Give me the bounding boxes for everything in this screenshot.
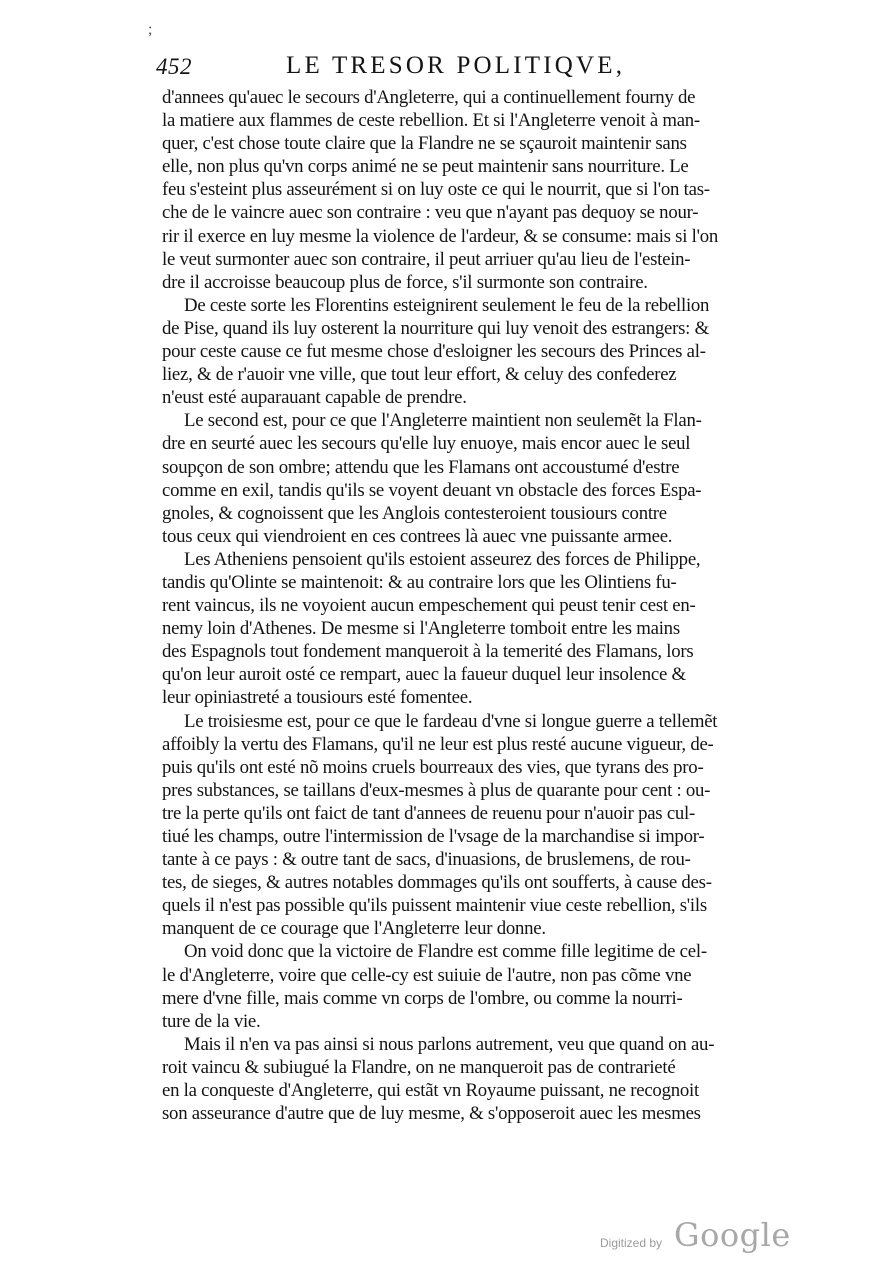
text-line: On void donc que la victoire de Flandre est comme fille legitime de cel-: [184, 941, 707, 963]
text-line: pour ceste cause ce fut mesme chose d'esloigner les secours des Princes al-: [162, 341, 706, 363]
text-line: Les Atheniens pensoient qu'ils estoient asseurez des forces de Philippe,: [184, 548, 701, 570]
text-line: des Espagnols tout fondement manqueroit à la temerité des Flamans, lors: [162, 641, 694, 663]
text-line: tous ceux qui viendroient en ces contrees là auec vne puissante armee.: [162, 525, 673, 547]
text-line: gnoles, & cognoissent que les Anglois contesteroient tousiours contre: [162, 502, 667, 524]
text-line: Le troisiesme est, pour ce que le fardeau d'vne si longue guerre a tellemẽt: [184, 710, 718, 732]
text-line: tandis qu'Olinte se maintenoit: & au contraire lors que les Olintiens fu-: [162, 571, 677, 593]
text-line: tiué les champs, outre l'intermission de l'vsage de la marchandise si impor-: [162, 826, 705, 847]
text-line: qu'on leur auroit osté ce rempart, auec la faueur duquel leur insolence &: [162, 664, 686, 686]
digitized-footer: [600, 1218, 800, 1262]
text-line: quer, c'est chose toute claire que la Flandre ne se sçauroit maintenir sans: [162, 133, 687, 155]
text-line: che de le vaincre auec son contraire : veu que n'ayant pas dequoy se nour-: [162, 202, 699, 224]
text-line: dre en seurté auec les secours qu'elle luy enuoye, mais encor auec le seul: [162, 433, 691, 455]
running-head: LE TRESOR POLITIQVE,: [286, 52, 626, 79]
body-text: [162, 86, 794, 1125]
text-line: soupçon de son ombre; attendu que les Flamans ont accoustumé d'estre: [162, 456, 680, 478]
text-line: Le second est, pour ce que l'Angleterre maintient non seulemẽt la Flan-: [184, 410, 702, 432]
text-line: leur opiniastreté a tousiours esté fomentee.: [162, 687, 473, 709]
text-line: liez, & de r'auoir vne ville, que tout leur effort, & celuy des confederez: [162, 364, 677, 386]
text-line: de Pise, quand ils luy osterent la nourriture qui luy venoit des estrangers: &: [162, 317, 709, 339]
page-number: 452: [156, 54, 192, 79]
text-line: manquent de ce courage que l'Angleterre leur donne.: [162, 918, 546, 940]
text-line: en la conqueste d'Angleterre, qui estãt vn Royaume puissant, ne recognoit: [162, 1080, 699, 1102]
text-line: mere d'vne fille, mais comme vn corps de l'ombre, ou comme la nourri-: [162, 987, 683, 1009]
text-line: tre la perte qu'ils ont faict de tant d'annees de reuenu pour n'auoir pas cul-: [162, 802, 696, 824]
text-line: rent vaincus, ils ne voyoient aucun empeschement qui peust tenir cest en-: [162, 595, 696, 617]
text-line: pres substances, se taillans d'eux-mesmes à plus de quarante pour cent : ou-: [162, 779, 711, 801]
text-line: affoibly la vertu des Flamans, qu'il ne leur est plus resté aucune vigueur, de-: [162, 733, 714, 755]
text-line: nemy loin d'Athenes. De mesme si l'Angleterre tomboit entre les mains: [162, 618, 680, 640]
text-line: ture de la vie.: [162, 1010, 261, 1032]
text-line: roit vaincu & subiugué la Flandre, on ne manqueroit pas de contrarieté: [162, 1056, 676, 1078]
text-line: d'annees qu'auec le secours d'Angleterre, qui a continuellement fourny de: [162, 87, 696, 108]
digitized-by-label: Digitized by: [600, 1236, 663, 1250]
text-line: dre il accroisse beaucoup plus de force, s'il surmonte son contraire.: [162, 271, 648, 293]
text-line: le veut surmonter auec son contraire, il peut arriuer qu'au lieu de l'estein-: [162, 248, 691, 270]
text-line: son asseurance d'autre que de luy mesme, & s'opposeroit auec les mesmes: [162, 1103, 701, 1125]
text-line: le d'Angleterre, voire que celle-cy est suiuie de l'autre, non pas cõme vne: [162, 964, 692, 986]
text-line: tes, de sieges, & autres notables dommages qu'ils ont soufferts, à cause des-: [162, 872, 712, 894]
text-line: Mais il n'en va pas ainsi si nous parlons autrement, veu que quand on au-: [184, 1033, 715, 1055]
text-line: De ceste sorte les Florentins esteignirent seulement le feu de la rebellion: [184, 294, 710, 316]
text-line: comme en exil, tandis qu'ils se voyent deuant vn obstacle des forces Espa-: [162, 479, 702, 501]
google-logo: Google: [674, 1216, 791, 1254]
text-line: rir il exerce en luy mesme la violence de l'ardeur, & se consume: mais si l'on: [162, 225, 719, 247]
text-line: feu s'esteint plus asseurément si on luy oste ce qui le nourrit, que si l'on tas-: [162, 179, 710, 201]
text-line: quels il n'est pas possible qu'ils puissent maintenir viue ceste rebellion, s'ils: [162, 895, 707, 917]
text-line: tante à ce pays : & outre tant de sacs, d'inuasions, de bruslemens, de rou-: [162, 849, 691, 871]
text-line: la matiere aux flammes de ceste rebellion. Et si l'Angleterre venoit à man-: [162, 110, 700, 132]
text-line: n'eust esté auparauant capable de prendre.: [162, 387, 467, 409]
text-line: puis qu'ils ont esté nõ moins cruels bourreaux des vies, que tyrans des pro-: [162, 756, 704, 778]
page-header: [156, 52, 796, 86]
text-line: elle, non plus qu'vn corps animé ne se peut maintenir sans nourriture. Le: [162, 156, 689, 178]
scan-mark: ;: [148, 21, 153, 38]
